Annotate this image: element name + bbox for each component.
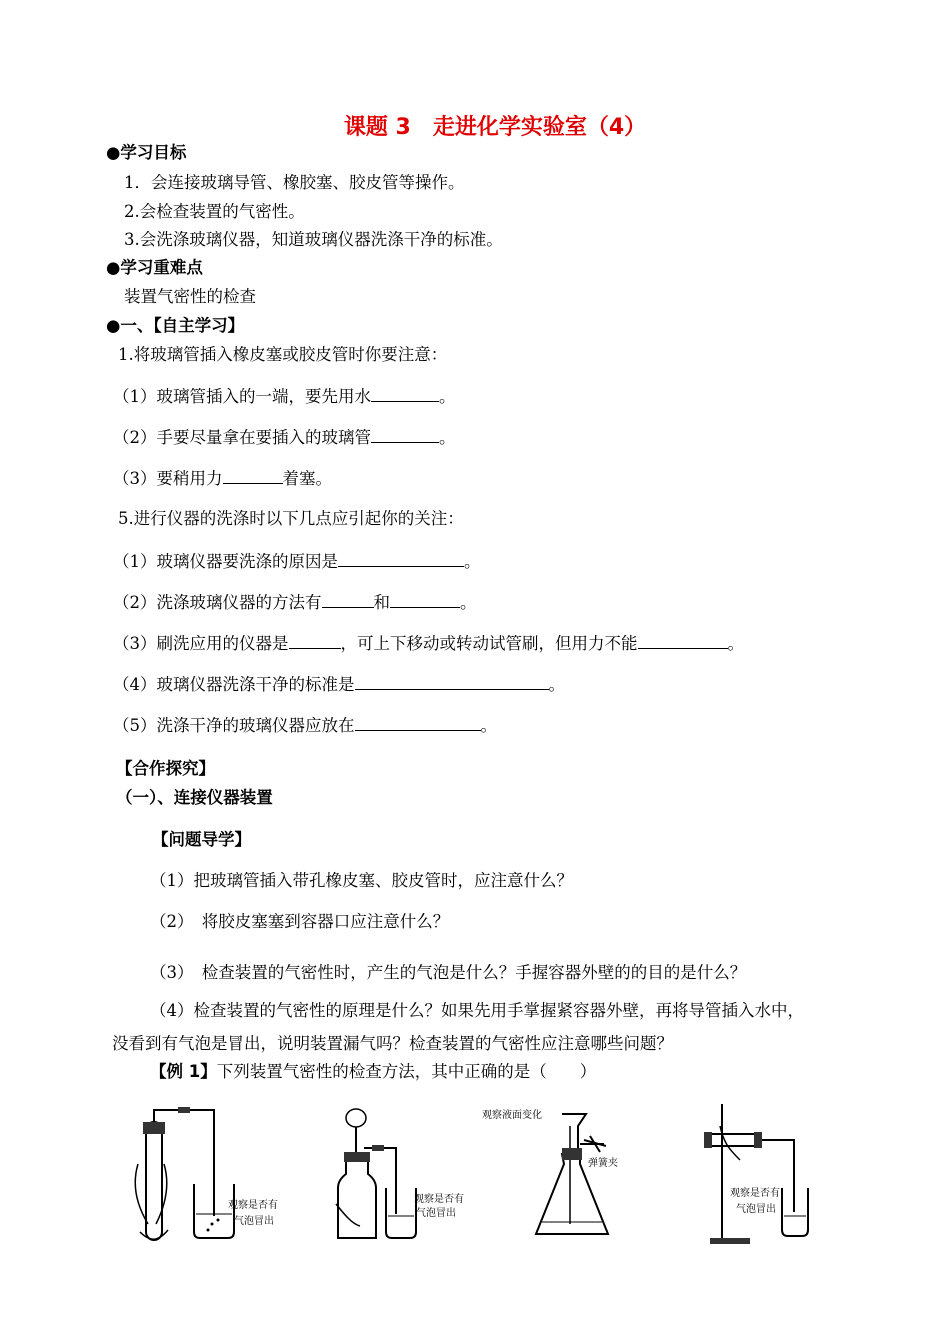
figure-a-caption-1: 观察是否有 xyxy=(228,1200,278,1211)
apparatus-flask-diagram xyxy=(480,1104,630,1254)
q5-item-4 xyxy=(113,673,565,696)
guide-heading: 【问题导学】 xyxy=(152,830,251,849)
figure-b-caption-2: 气泡冒出 xyxy=(416,1208,456,1219)
answer-blank[interactable] xyxy=(322,591,374,608)
q5-item-3-post: 。 xyxy=(727,634,744,653)
question-5: 5.进行仪器的洗涤时以下几点应引起你的关注： xyxy=(118,509,464,528)
objective-item: 2.会检查装置的气密性。 xyxy=(124,202,305,221)
figure-c-caption-clip: 弹簧夹 xyxy=(588,1158,618,1169)
figure-d-caption-2: 气泡冒出 xyxy=(736,1204,776,1215)
q5-item-2 xyxy=(113,591,477,614)
answer-blank[interactable] xyxy=(289,632,341,649)
figure-a-caption-2: 气泡冒出 xyxy=(234,1216,274,1227)
q5-item-3 xyxy=(113,632,744,655)
figure-d xyxy=(690,1104,820,1254)
answer-blank[interactable] xyxy=(223,467,283,484)
figure-c xyxy=(480,1104,630,1254)
answer-blank[interactable] xyxy=(338,550,464,567)
q1-item-1 xyxy=(113,385,456,408)
q5-item-5-post: 。 xyxy=(480,716,497,735)
q5-item-2-pre: （2）洗涤玻璃仪器的方法有 xyxy=(113,593,322,612)
figure-b xyxy=(330,1104,480,1254)
example-text: 下列装置气密性的检查方法，其中正确的是（ ） xyxy=(216,1062,597,1081)
objective-item: 3.会洗涤玻璃仪器，知道玻璃仪器洗涤干净的标准。 xyxy=(124,230,503,249)
q5-item-5 xyxy=(113,714,497,737)
q5-item-1-pre: （1）玻璃仪器要洗涤的原因是 xyxy=(113,552,338,571)
guide-question-continued: 没看到有气泡是冒出，说明装置漏气吗？检查装置的气密性应注意哪些问题？ xyxy=(112,1034,673,1053)
q1-item-3-post: 着塞。 xyxy=(282,469,332,488)
figure-c-caption-top: 观察液面变化 xyxy=(482,1110,542,1121)
q5-item-5-pre: （5）洗涤干净的玻璃仪器应放在 xyxy=(113,716,355,735)
example-label: 【例 1】 xyxy=(150,1062,217,1081)
answer-blank[interactable] xyxy=(371,385,439,402)
guide-question: （3） 检查装置的气密性时，产生的气泡是什么？手握容器外壁的的目的是什么？ xyxy=(150,963,747,982)
guide-question: （4）检查装置的气密性的原理是什么？如果先用手掌握紧容器外壁，再将导管插入水中， xyxy=(150,1001,804,1020)
q5-item-3-mid: ，可上下移动或转动试管刷，但用力不能 xyxy=(340,634,638,653)
q1-item-2 xyxy=(113,426,456,449)
objectives-heading: ●学习目标 xyxy=(106,143,187,162)
answer-blank[interactable] xyxy=(355,673,549,690)
answer-blank[interactable] xyxy=(371,426,439,443)
page-title: 课题 3 走进化学实验室（4） xyxy=(343,115,647,140)
guide-question: （2） 将胶皮塞塞到容器口应注意什么？ xyxy=(150,912,450,931)
q1-item-2-post: 。 xyxy=(439,428,456,447)
apparatus-bottle-diagram xyxy=(330,1104,480,1254)
apparatus-test-tube-diagram xyxy=(130,1104,280,1254)
figure-d-caption-1: 观察是否有 xyxy=(730,1188,780,1199)
objective-item: 1．会连接玻璃导管、橡胶塞、胶皮管等操作。 xyxy=(124,173,465,192)
example-1 xyxy=(150,1061,596,1083)
q1-item-3-pre: （3）要稍用力 xyxy=(113,469,223,488)
key-points-text: 装置气密性的检查 xyxy=(124,287,256,306)
q5-item-1 xyxy=(113,550,481,573)
q5-item-4-pre: （4）玻璃仪器洗涤干净的标准是 xyxy=(113,675,355,694)
key-points-heading: ●学习重难点 xyxy=(106,258,203,277)
cooperation-heading: 【合作探究】 xyxy=(116,759,215,778)
q5-item-1-post: 。 xyxy=(464,552,481,571)
q1-item-3 xyxy=(113,467,332,490)
self-study-heading: ●一、【自主学习】 xyxy=(106,316,245,335)
figure-b-caption-1: 观察是否有 xyxy=(414,1194,464,1205)
q5-item-2-post: 。 xyxy=(460,593,477,612)
q1-item-1-pre: （1）玻璃管插入的一端，要先用水 xyxy=(113,387,371,406)
q5-item-3-pre: （3）刷洗应用的仪器是 xyxy=(113,634,289,653)
q1-item-2-pre: （2）手要尽量拿在要插入的玻璃管 xyxy=(113,428,371,447)
question-1: 1.将玻璃管插入橡皮塞或胶皮管时你要注意： xyxy=(118,345,448,364)
q5-item-2-mid: 和 xyxy=(373,593,390,612)
answer-blank[interactable] xyxy=(390,591,460,608)
answer-blank[interactable] xyxy=(355,714,481,731)
q1-item-1-post: 。 xyxy=(439,387,456,406)
cooperation-subheading: （一）、连接仪器装置 xyxy=(116,788,273,807)
guide-question: （1）把玻璃管插入带孔橡皮塞、胶皮管时，应注意什么？ xyxy=(150,871,573,890)
q5-item-4-post: 。 xyxy=(548,675,565,694)
apparatus-stand-diagram xyxy=(690,1104,820,1254)
answer-blank[interactable] xyxy=(638,632,728,649)
figure-a xyxy=(130,1104,280,1254)
